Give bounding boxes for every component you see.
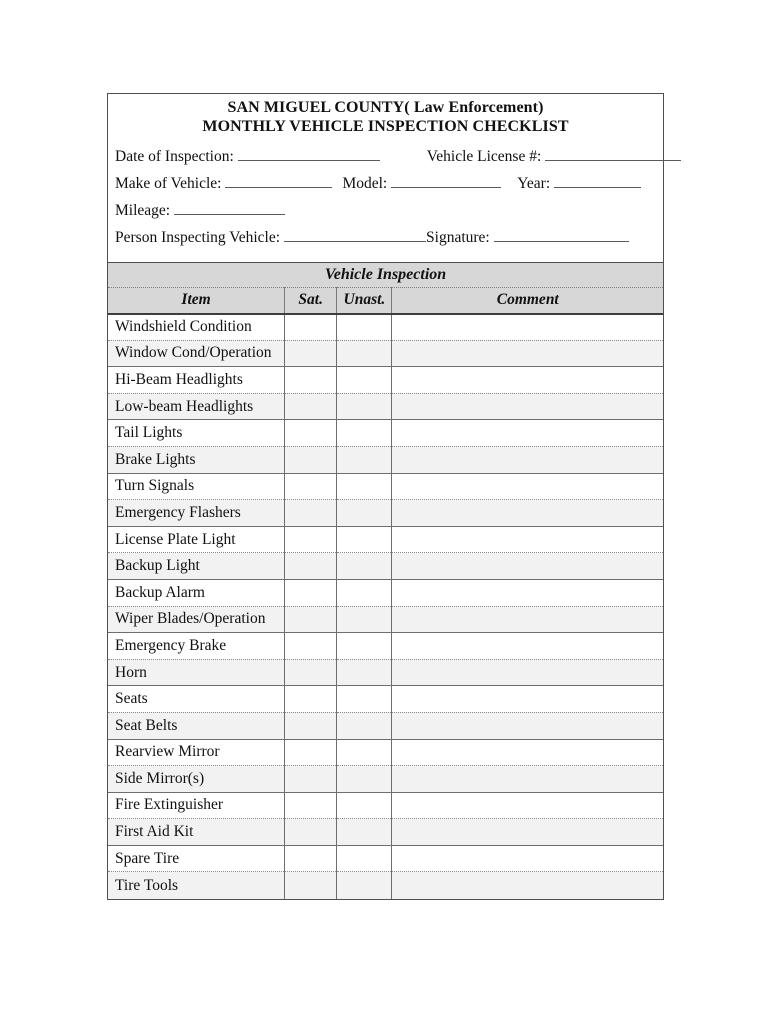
sat-checkbox-cell[interactable] [285, 367, 337, 394]
comment-cell[interactable] [392, 473, 663, 500]
mileage-fill-line[interactable] [174, 202, 285, 215]
unast-checkbox-cell[interactable] [337, 367, 392, 394]
item-cell: Seats [108, 686, 285, 713]
item-cell: Fire Extinguisher [108, 792, 285, 819]
form-fields [108, 148, 663, 256]
table-row [108, 526, 663, 553]
table-row [108, 872, 663, 899]
sat-checkbox-cell[interactable] [285, 819, 337, 846]
sat-checkbox-cell[interactable] [285, 446, 337, 473]
column-header-item: Item [108, 288, 285, 314]
comment-cell[interactable] [392, 792, 663, 819]
item-cell: Emergency Brake [108, 633, 285, 660]
sat-checkbox-cell[interactable] [285, 526, 337, 553]
field-line-4 [115, 229, 656, 256]
unast-checkbox-cell[interactable] [337, 712, 392, 739]
table-row [108, 819, 663, 846]
inspection-table-body [108, 314, 663, 899]
comment-cell[interactable] [392, 500, 663, 527]
comment-cell[interactable] [392, 659, 663, 686]
comment-cell[interactable] [392, 712, 663, 739]
table-column-header-row [108, 288, 663, 314]
unast-checkbox-cell[interactable] [337, 606, 392, 633]
unast-checkbox-cell[interactable] [337, 500, 392, 527]
item-cell: Wiper Blades/Operation [108, 606, 285, 633]
comment-cell[interactable] [392, 420, 663, 447]
item-cell: License Plate Light [108, 526, 285, 553]
sat-checkbox-cell[interactable] [285, 659, 337, 686]
unast-checkbox-cell[interactable] [337, 872, 392, 899]
table-row [108, 500, 663, 527]
table-row [108, 367, 663, 394]
unast-checkbox-cell[interactable] [337, 845, 392, 872]
unast-checkbox-cell[interactable] [337, 792, 392, 819]
date-of-inspection-label: Date of Inspection: [115, 148, 234, 165]
table-section-header [108, 263, 663, 288]
sat-checkbox-cell[interactable] [285, 792, 337, 819]
table-row [108, 712, 663, 739]
model-fill-line[interactable] [391, 175, 501, 188]
sat-checkbox-cell[interactable] [285, 739, 337, 766]
sat-checkbox-cell[interactable] [285, 553, 337, 580]
table-row [108, 633, 663, 660]
comment-cell[interactable] [392, 845, 663, 872]
sat-checkbox-cell[interactable] [285, 712, 337, 739]
model-label: Model: [342, 175, 388, 192]
column-header-sat: Sat. [285, 288, 337, 314]
table-row [108, 766, 663, 793]
table-row [108, 393, 663, 420]
unast-checkbox-cell[interactable] [337, 819, 392, 846]
sat-checkbox-cell[interactable] [285, 500, 337, 527]
signature-label: Signature: [426, 229, 490, 246]
item-cell: First Aid Kit [108, 819, 285, 846]
table-row [108, 420, 663, 447]
year-fill-line[interactable] [554, 175, 641, 188]
item-cell: Tire Tools [108, 872, 285, 899]
sat-checkbox-cell[interactable] [285, 393, 337, 420]
item-cell: Side Mirror(s) [108, 766, 285, 793]
item-cell: Window Cond/Operation [108, 340, 285, 367]
sat-checkbox-cell[interactable] [285, 686, 337, 713]
comment-cell[interactable] [392, 739, 663, 766]
inspection-form [107, 93, 664, 900]
sat-checkbox-cell[interactable] [285, 606, 337, 633]
field-line-3 [115, 202, 656, 229]
comment-cell[interactable] [392, 766, 663, 793]
unast-checkbox-cell[interactable] [337, 633, 392, 660]
comment-cell[interactable] [392, 819, 663, 846]
comment-cell[interactable] [392, 606, 663, 633]
form-title-line2: MONTHLY VEHICLE INSPECTION CHECKLIST [202, 118, 569, 135]
form-title-line1: SAN MIGUEL COUNTY( Law Enforcement) [227, 99, 544, 116]
unast-checkbox-cell[interactable] [337, 446, 392, 473]
comment-cell[interactable] [392, 367, 663, 394]
sat-checkbox-cell[interactable] [285, 420, 337, 447]
inspection-table [108, 262, 663, 899]
form-title [108, 94, 663, 136]
date-of-inspection-fill-line[interactable] [238, 148, 380, 161]
comment-cell[interactable] [392, 340, 663, 367]
unast-checkbox-cell[interactable] [337, 473, 392, 500]
comment-cell[interactable] [392, 579, 663, 606]
sat-checkbox-cell[interactable] [285, 340, 337, 367]
person-inspecting-fill-line[interactable] [284, 229, 426, 242]
comment-cell[interactable] [392, 686, 663, 713]
sat-checkbox-cell[interactable] [285, 766, 337, 793]
column-header-comment: Comment [392, 288, 663, 314]
item-cell: Windshield Condition [115, 318, 252, 336]
comment-cell[interactable] [392, 526, 663, 553]
mileage-label: Mileage: [115, 202, 171, 219]
vehicle-license-label: Vehicle License #: [426, 148, 542, 165]
comment-cell[interactable] [392, 314, 663, 341]
sat-checkbox-cell[interactable] [285, 473, 337, 500]
column-header-unast: Unast. [337, 288, 392, 314]
field-line-1 [115, 148, 656, 175]
make-of-vehicle-label: Make of Vehicle: [115, 175, 222, 192]
item-cell: Tail Lights [108, 420, 285, 447]
table-row [108, 845, 663, 872]
item-cell: Turn Signals [108, 473, 285, 500]
table-section-title: Vehicle Inspection [108, 263, 663, 288]
item-cell: Horn [108, 659, 285, 686]
sat-checkbox-cell[interactable] [285, 872, 337, 899]
item-cell: Emergency Flashers [108, 500, 285, 527]
signature-fill-line[interactable] [494, 229, 629, 242]
unast-checkbox-cell[interactable] [337, 553, 392, 580]
unast-checkbox-cell[interactable] [337, 420, 392, 447]
table-row [108, 606, 663, 633]
unast-checkbox-cell[interactable] [337, 686, 392, 713]
unast-checkbox-cell[interactable] [337, 393, 392, 420]
unast-checkbox-cell[interactable] [337, 739, 392, 766]
item-cell: Backup Alarm [108, 579, 285, 606]
item-cell: Hi-Beam Headlights [108, 367, 285, 394]
unast-checkbox-cell[interactable] [337, 314, 392, 341]
item-cell: Spare Tire [108, 845, 285, 872]
unast-checkbox-cell[interactable] [337, 526, 392, 553]
table-row [108, 553, 663, 580]
comment-cell[interactable] [392, 633, 663, 660]
table-row [108, 792, 663, 819]
table-row [108, 659, 663, 686]
sat-checkbox-cell[interactable] [285, 314, 337, 341]
person-inspecting-label: Person Inspecting Vehicle: [115, 229, 281, 246]
sat-checkbox-cell[interactable] [285, 845, 337, 872]
table-row [108, 446, 663, 473]
table-row [108, 579, 663, 606]
field-line-2 [115, 175, 656, 202]
vehicle-license-fill-line[interactable] [545, 148, 681, 161]
item-cell: Brake Lights [108, 446, 285, 473]
unast-checkbox-cell[interactable] [337, 766, 392, 793]
unast-checkbox-cell[interactable] [337, 659, 392, 686]
comment-cell[interactable] [392, 553, 663, 580]
sat-checkbox-cell[interactable] [285, 579, 337, 606]
item-cell: Backup Light [108, 553, 285, 580]
item-cell: Rearview Mirror [108, 739, 285, 766]
year-label: Year: [517, 175, 551, 192]
comment-cell[interactable] [392, 393, 663, 420]
sat-checkbox-cell[interactable] [285, 633, 337, 660]
table-row [108, 340, 663, 367]
unast-checkbox-cell[interactable] [337, 340, 392, 367]
comment-cell[interactable] [392, 446, 663, 473]
table-row [108, 314, 663, 341]
item-cell: Seat Belts [108, 712, 285, 739]
table-row [108, 686, 663, 713]
table-row [108, 473, 663, 500]
unast-checkbox-cell[interactable] [337, 579, 392, 606]
item-cell: Low-beam Headlights [108, 393, 285, 420]
table-row [108, 739, 663, 766]
make-of-vehicle-fill-line[interactable] [225, 175, 332, 188]
comment-cell[interactable] [392, 872, 663, 899]
